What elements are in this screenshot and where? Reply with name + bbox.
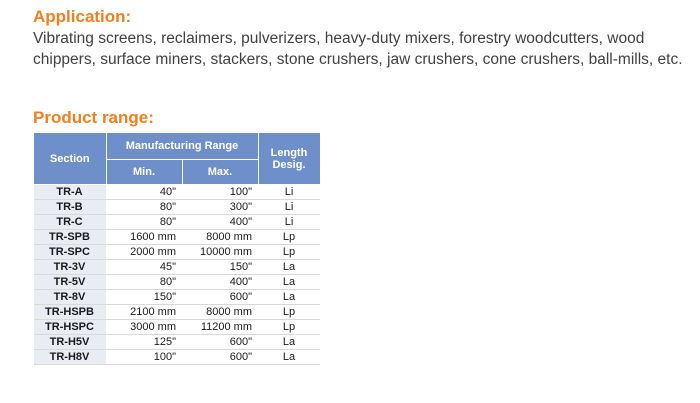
column-header-manufacturing-range: Manufacturing Range [106, 133, 258, 160]
length-desig-cell: Lp [258, 320, 320, 335]
length-desig-cell: Li [258, 200, 320, 215]
max-cell: 150" [182, 260, 258, 275]
section-cell: TR-A [34, 185, 107, 200]
min-cell: 1600 mm [106, 230, 182, 245]
max-cell: 400" [182, 215, 258, 230]
section-cell: TR-5V [34, 275, 107, 290]
column-header-section: Section [34, 133, 107, 185]
max-cell: 600" [182, 350, 258, 365]
section-cell: TR-SPC [34, 245, 107, 260]
table-row [34, 305, 321, 320]
column-header-length-desig: Length Desig. [258, 133, 320, 185]
max-cell: 8000 mm [182, 230, 258, 245]
max-cell: 100" [182, 185, 258, 200]
max-cell: 10000 mm [182, 245, 258, 260]
min-cell: 3000 mm [106, 320, 182, 335]
table-row [34, 230, 321, 245]
section-cell: TR-H8V [34, 350, 107, 365]
length-desig-cell: Li [258, 215, 320, 230]
table-body [34, 185, 321, 365]
max-cell: 300" [182, 200, 258, 215]
section-cell: TR-8V [34, 290, 107, 305]
min-cell: 80" [106, 200, 182, 215]
max-cell: 8000 mm [182, 305, 258, 320]
column-header-min: Min. [106, 160, 182, 185]
product-range-heading: Product range: [33, 108, 154, 127]
table-row [34, 320, 321, 335]
min-cell: 80" [106, 275, 182, 290]
min-cell: 100" [106, 350, 182, 365]
length-desig-cell: Lp [258, 230, 320, 245]
section-cell: TR-SPB [34, 230, 107, 245]
section-cell: TR-C [34, 215, 107, 230]
section-cell: TR-HSPB [34, 305, 107, 320]
column-header-max: Max. [182, 160, 258, 185]
application-text: Vibrating screens, reclaimers, pulverizers, heavy-duty mixers, forestry woodcutters, wood chippers, surface miners, stackers, stone crushers, jaw crushers, cone crushers, ball-mills, etc. [33, 30, 683, 68]
table-row [34, 350, 321, 365]
table-row [34, 290, 321, 305]
max-cell: 11200 mm [182, 320, 258, 335]
length-desig-cell: Lp [258, 305, 320, 320]
application-heading: Application: [33, 7, 132, 26]
section-cell: TR-H5V [34, 335, 107, 350]
table-row [34, 335, 321, 350]
table-row [34, 245, 321, 260]
min-cell: 125" [106, 335, 182, 350]
length-desig-cell: La [258, 290, 320, 305]
table-row [34, 200, 321, 215]
length-desig-cell: La [258, 260, 320, 275]
min-cell: 45" [106, 260, 182, 275]
table-row [34, 185, 321, 200]
min-cell: 150" [106, 290, 182, 305]
max-cell: 600" [182, 335, 258, 350]
table-row [34, 260, 321, 275]
section-cell: TR-3V [34, 260, 107, 275]
min-cell: 40" [106, 185, 182, 200]
min-cell: 2000 mm [106, 245, 182, 260]
table-row [34, 275, 321, 290]
length-desig-cell: La [258, 335, 320, 350]
max-cell: 600" [182, 290, 258, 305]
length-desig-cell: La [258, 350, 320, 365]
section-cell: TR-HSPC [34, 320, 107, 335]
max-cell: 400" [182, 275, 258, 290]
table-row [34, 215, 321, 230]
length-desig-cell: Lp [258, 245, 320, 260]
length-desig-cell: La [258, 275, 320, 290]
length-desig-cell: Li [258, 185, 320, 200]
min-cell: 2100 mm [106, 305, 182, 320]
min-cell: 80" [106, 215, 182, 230]
product-range-table [33, 132, 321, 365]
section-cell: TR-B [34, 200, 107, 215]
